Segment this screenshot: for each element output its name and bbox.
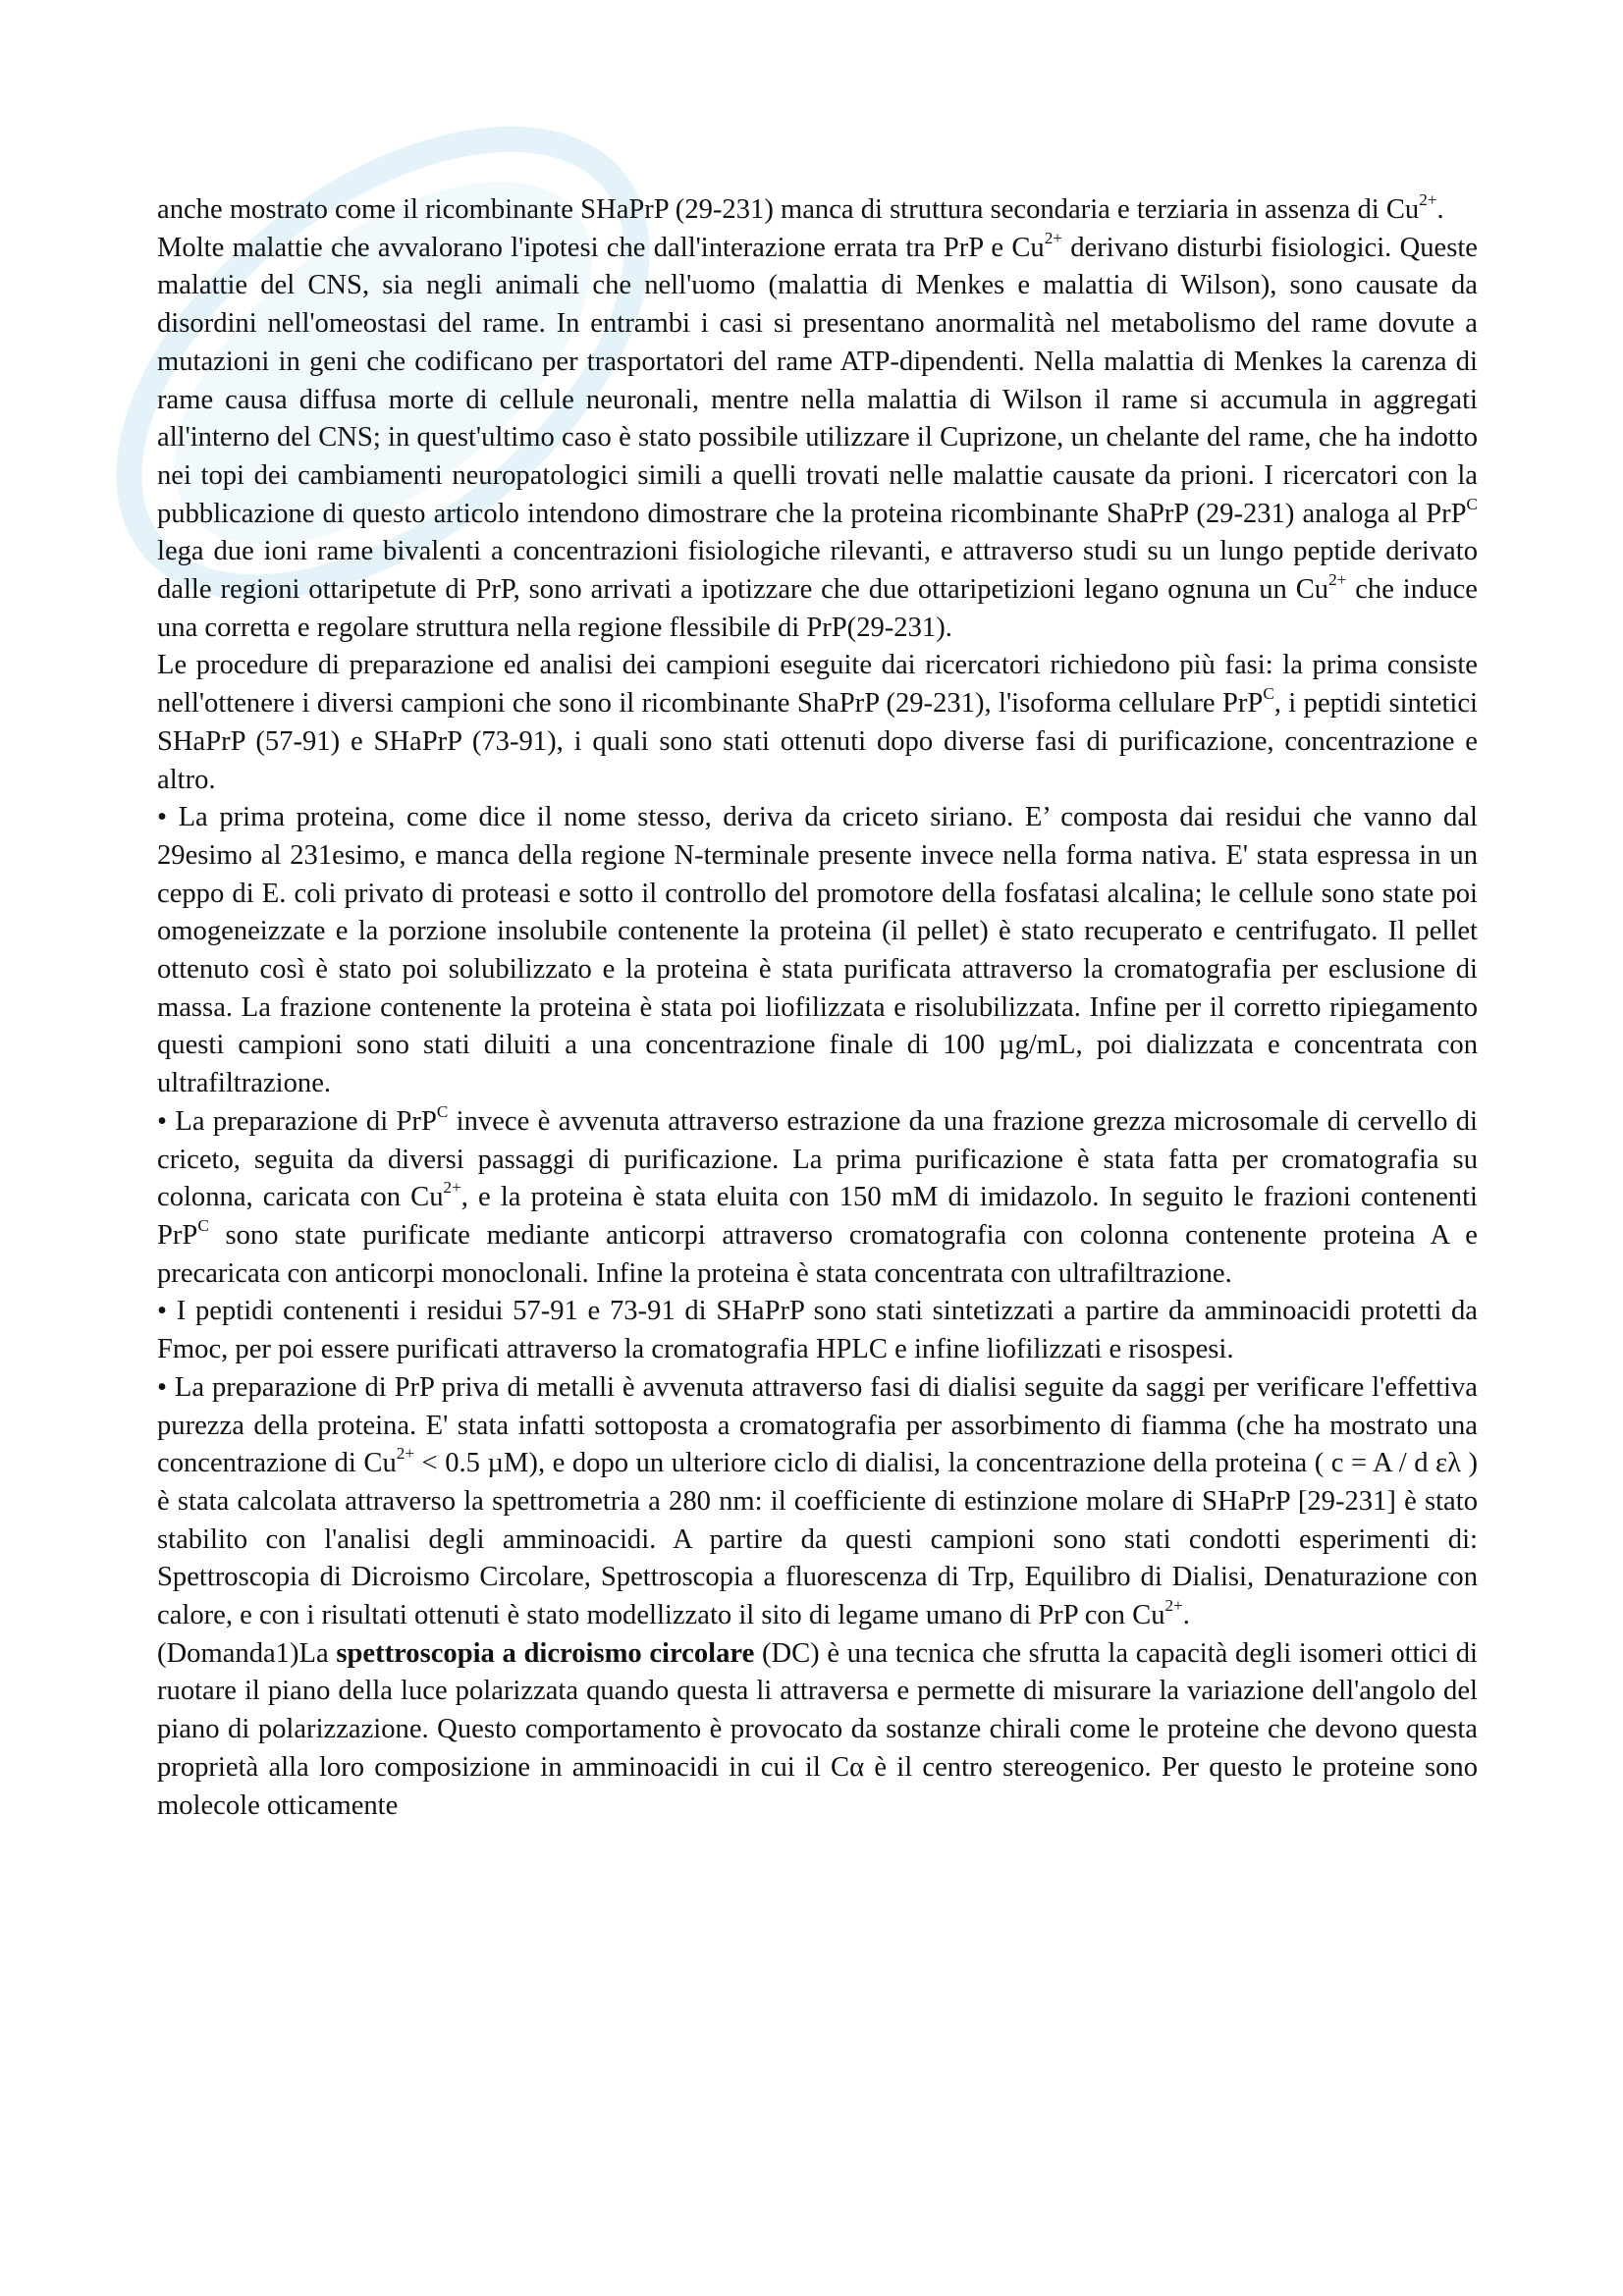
paragraph-6: • I peptidi contenenti i residui 57-91 e 73-91 di SHaPrP sono stati sintetizzati a partire da amminoacidi protetti da Fmoc, per poi essere purificati attraverso la cromatografia HPLC e infine liofilizzati e risospesi. — [157, 1296, 1478, 1365]
paragraph-4: • La prima proteina, come dice il nome stesso, deriva da criceto siriano. E’ composta dai residui che vanno dal 29esimo al 231esimo, e manca della regione N-terminale presente invece nella forma nativa. E' stata espressa in un ceppo di E. coli privato di proteasi e sotto il controllo del promotore della fosfatasi alcalina; le cellule sono state poi omogeneizzate e la porzione insolubile contenente la proteina (il pellet) è stato recuperato e centrifugato. Il pellet ottenuto così è stato poi solubilizzato e la proteina è stata purificata attraverso la cromatografia per esclusione di massa. La frazione contenente la proteina è stata poi liofilizzata e risolubilizzata. Infine per il corretto ripiegamento questi campioni sono stati diluiti a una concentrazione finale di 100 µg/mL, poi dializzata e concentrata con ultrafiltrazione. — [157, 802, 1478, 1099]
paragraph-1: anche mostrato come il ricombinante SHaPrP (29-231) manca di struttura secondaria e terziaria in assenza di $Cu^{2+}$. — [157, 190, 1444, 225]
paragraph-3: Le procedure di preparazione ed analisi dei campioni eseguite dai ricercatori richiedono più fasi: la prima consiste nell'ottenere i diversi campioni che sono il ricombinante ShaPrP (29-231), l'isoforma cellulare PrP$^C$, i peptidi sintetici SHaPrP (57-91) e SHaPrP (73-91), i quali sono stati ottenuti dopo diverse fasi di purificazione, concentrazione e altro. — [157, 650, 1478, 795]
paragraph-7: • La preparazione di PrP priva di metalli è avvenuta attraverso fasi di dialisi seguite da saggi per verificare l'effettiva purezza della proteina. E' stata infatti sottoposta a cromatografia per assorbimento di fiamma (che ha mostrato una concentrazione di $Cu^{2+} < 0.5$ µM), e dopo un ulteriore ciclo di dialisi, la concentrazione della proteina ( c = A / d ελ ) è stata calcolata attraverso la spettrometria a 280 nm: il coefficiente di estinzione molare di SHaPrP [29-231] è stato stabilito con l'analisi degli amminoacidi. A partire da questi campioni sono stati condotti esperimenti di: Spettroscopia di Dicroismo Circolare, Spettroscopia a fluorescenza di Trp, Equilibro di Dialisi, Denaturazione con calore, e con i risultati ottenuti è stato modellizzato il sito di legame umano di PrP con $Cu^{2+}$. — [157, 1371, 1478, 1631]
paragraph-2: Molte malattie che avvalorano l'ipotesi che dall'interazione errata tra PrP e $Cu^{2+}$ derivano disturbi fisiologici. Queste malattie del CNS, sia negli animali che nell'uomo (malattia di Menkes e malattia di Wilson), sono causate da disordini nell'omeostasi del rame. In entrambi i casi si presentano anormalità nel metabolismo del rame dovute a mutazioni in geni che codificano per trasportatori del rame ATP-dipendenti. Nella malattia di Menkes la carenza di rame causa diffusa morte di cellule neuronali, mentre nella malattia di Wilson il rame si accumula in aggregati all'interno del CNS; in quest'ultimo caso è stato possibile utilizzare il Cuprizone, un chelante del rame, che ha indotto nei topi dei cambiamenti neuropatologici simili a quelli trovati nelle malattie causate da prioni. I ricercatori con la pubblicazione di questo articolo intendono dimostrare che la proteina ricombinante ShaPrP (29-231) analoga al PrP$^C$ lega due ioni rame bivalenti a concentrazioni fisiologiche rilevanti, e attraverso studi su un lungo peptide derivato dalle regioni ottaripetute di PrP, sono arrivati a ipotizzare che due ottaripetizioni legano ognuna un $Cu^{2+}$ che induce una corretta e regolare struttura nella regione flessibile di PrP(29-231). — [157, 228, 1478, 643]
paragraph-5: • La preparazione di PrP$^C$ invece è avvenuta attraverso estrazione da una frazione grezza microsomale di cervello di criceto, seguita da diversi passaggi di purificazione. La prima purificazione è stata fatta per cromatografia su colonna, caricata con $Cu^{2+}$, e la proteina è stata eluita con 150 mM di imidazolo. In seguito le frazioni contenenti PrP$^C$ sono state purificate mediante anticorpi attraverso cromatografia con colonna contenente proteina A e precaricata con anticorpi monoclonali. Infine la proteina è stata concentrata con ultrafiltrazione. — [157, 1102, 1479, 1289]
bold-term: spettroscopia a dicroismo circolare — [336, 1637, 755, 1669]
paragraph-8: (Domanda1)La spettroscopia a dicroismo circolare (DC) è una tecnica che sfrutta la capacità degli isomeri ottici di ruotare il piano della luce polarizzata quando questa li attraversa e permette di misurare la variazione dell'angolo del piano di polarizzazione. Questo comportamento è provocato da sostanze chirali come le proteine che devono questa proprietà alla loro composizione in amminoacidi in cui il Cα è il centro stereogenico. Per questo le proteine sono molecole otticamente — [157, 1637, 1478, 1821]
document-body — [157, 191, 1478, 1825]
